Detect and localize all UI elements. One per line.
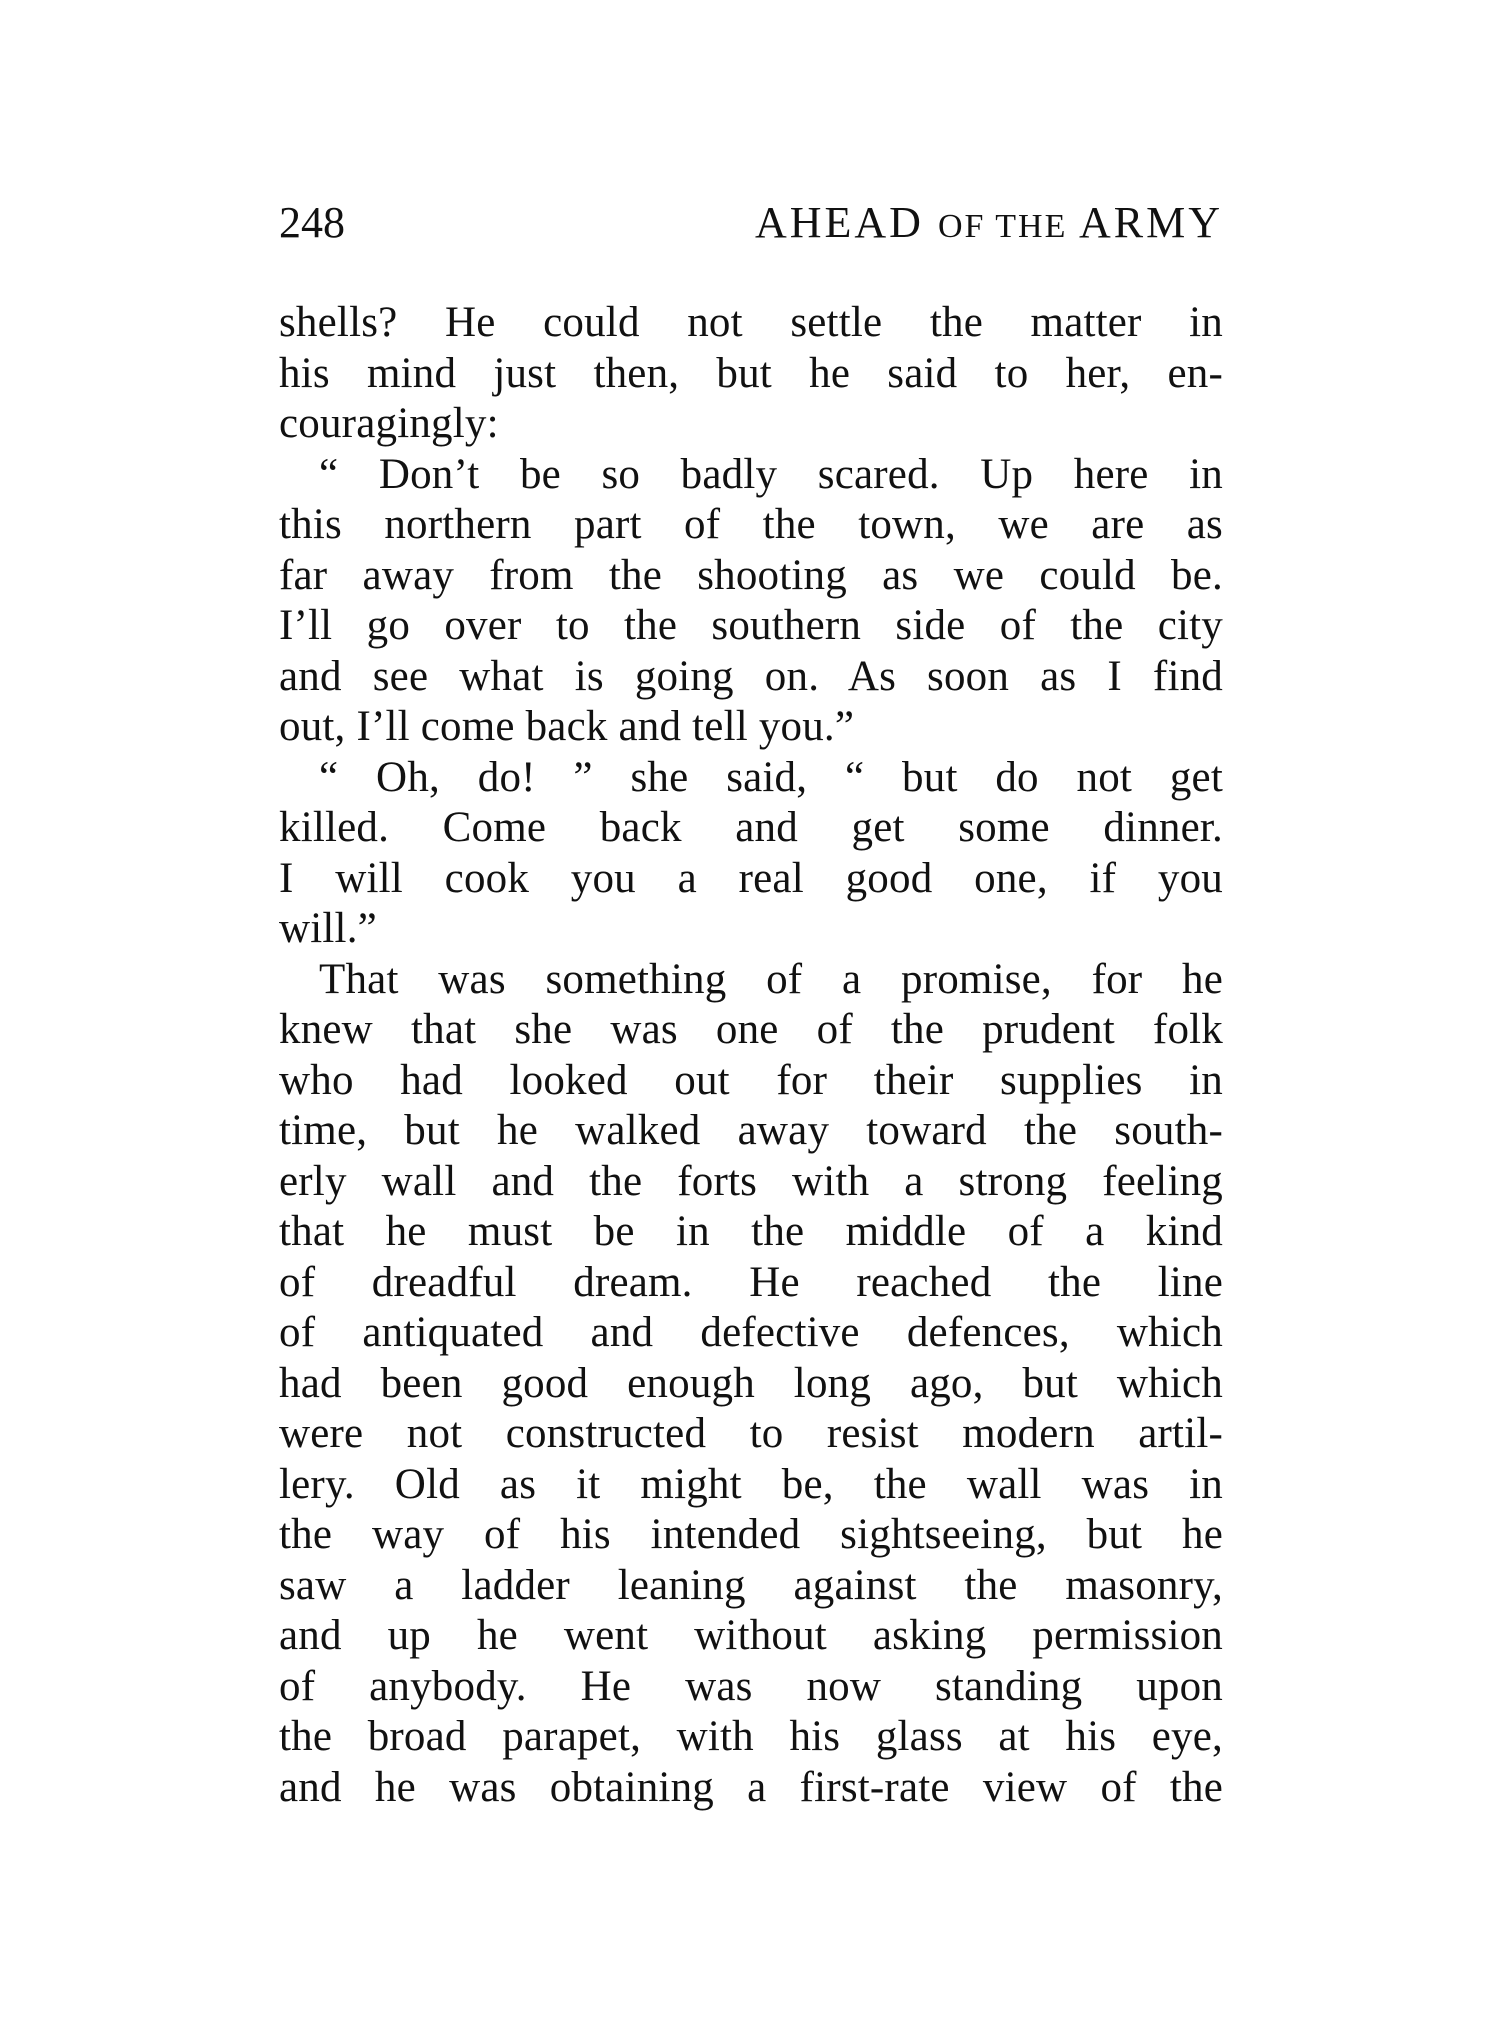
text-line: this northern part of the town, we are as <box>279 501 1223 548</box>
text-line: couragingly: <box>279 400 499 447</box>
text-line: saw a ladder leaning against the masonry, <box>279 1561 1223 1609</box>
text-line: knew that she was one of the prudent folk <box>279 1006 1223 1053</box>
text-line: lery. Old as it might be, the wall was in <box>279 1460 1223 1508</box>
page-header <box>279 188 1223 258</box>
text-line: time, but he walked away toward the south- <box>279 1107 1223 1154</box>
text-line: “ Don’t be so badly scared. Up here in <box>319 450 1223 498</box>
text-line: “ Oh, do! ” she said, “ but do not get <box>319 753 1223 801</box>
text-line: who had looked out for their supplies in <box>279 1056 1223 1104</box>
text-line: and up he went without asking permission <box>279 1612 1223 1659</box>
running-head-word-2: OF THE <box>937 208 1068 245</box>
text-line: I’ll go over to the southern side of the city <box>279 602 1223 649</box>
text-line: of antiquated and defective defences, which <box>279 1309 1223 1356</box>
text-line: the broad parapet, with his glass at his eye, <box>279 1713 1223 1760</box>
text-line: out, I’ll come back and tell you.” <box>279 703 855 750</box>
running-head <box>755 188 1223 262</box>
text-line: of dreadful dream. He reached the line <box>279 1258 1223 1306</box>
page-number: 248 <box>279 198 345 247</box>
text-line: I will cook you a real good one, if you <box>279 854 1223 902</box>
text-line: erly wall and the forts with a strong feeling <box>279 1157 1223 1205</box>
text-line: That was something of a promise, for he <box>319 955 1223 1003</box>
text-line: will.” <box>279 905 377 952</box>
text-line: that he must be in the middle of a kind <box>279 1208 1223 1255</box>
text-line: killed. Come back and get some dinner. <box>279 804 1223 851</box>
running-head-word-1: AHEAD <box>754 198 924 247</box>
text-line: shells? He could not settle the matter in <box>279 299 1223 346</box>
text-line: of anybody. He was now standing upon <box>279 1662 1223 1710</box>
text-line: were not constructed to resist modern artil- <box>279 1410 1223 1457</box>
text-line: the way of his intended sightseeing, but he <box>279 1511 1223 1558</box>
text-line: his mind just then, but he said to her, en- <box>279 349 1223 397</box>
text-line: and he was obtaining a first-rate view of the <box>279 1763 1223 1811</box>
running-head-word-3: ARMY <box>1078 198 1223 247</box>
body-text <box>279 298 1223 1813</box>
text-line: far away from the shooting as we could be. <box>279 551 1223 599</box>
text-line: and see what is going on. As soon as I find <box>279 652 1223 700</box>
text-line: had been good enough long ago, but which <box>279 1359 1223 1407</box>
